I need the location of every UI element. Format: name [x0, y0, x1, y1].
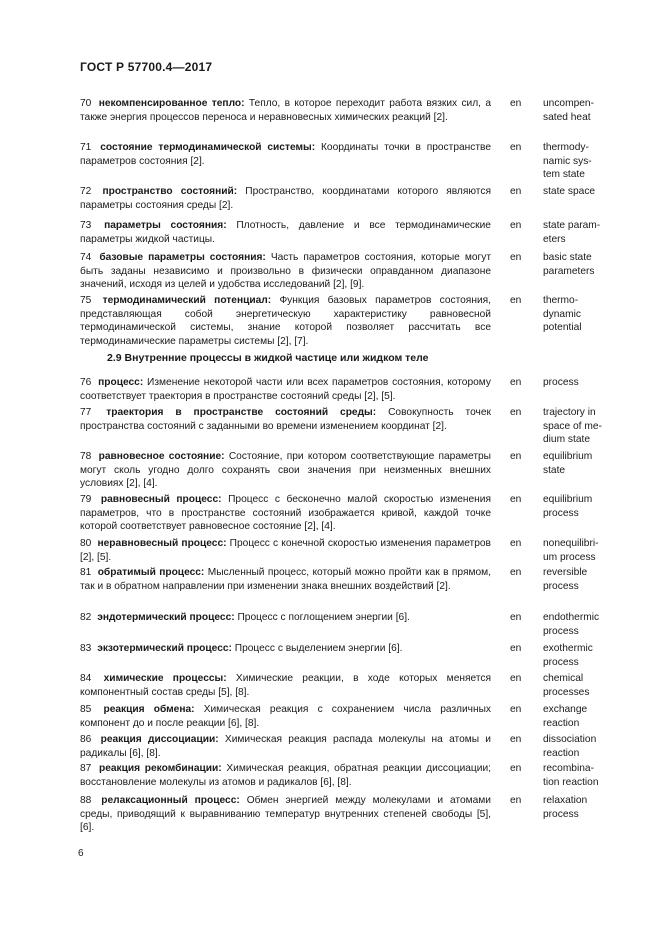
language-code: en	[510, 704, 522, 715]
language-code: en	[510, 98, 522, 109]
term-name: некомпенсированное тепло:	[98, 98, 245, 109]
term-definition: Химические реакции, в ходе которых меняется компонентный состав среды [5], [8].	[80, 673, 491, 698]
language-code: en	[510, 795, 522, 806]
term-definition: Функция базовых параметров состояния, представляющая собой энергетическую характеристику равновесной термодинамической системы, знание которой позволяет рассчитать все термодинамические параметры системы [2], [7].	[80, 295, 491, 347]
term-name: термодинамический потенциал:	[102, 295, 272, 306]
term-name: пространство состояний:	[102, 186, 238, 197]
term-number: 72	[80, 186, 92, 197]
term-name: реакция обмена:	[103, 704, 195, 715]
term-number: 86	[80, 734, 92, 745]
english-equivalent: equilibrium state	[543, 451, 593, 476]
language-code: en	[510, 407, 522, 418]
term-number: 71	[80, 142, 92, 153]
term-text	[80, 406, 491, 433]
english-equivalent: state space	[543, 186, 596, 197]
english-equivalent: state param- eters	[543, 220, 601, 245]
term-text	[80, 294, 491, 348]
term-text	[80, 450, 491, 491]
language-code: en	[510, 538, 522, 549]
term-definition: Химическая реакция с сохранением числа различных компонент до и после реакции [6], [8].	[80, 704, 491, 729]
term-number: 83	[80, 643, 92, 654]
term-definition: Совокупность точек пространства состояний с заданными во времени изменением координат [2].	[80, 407, 491, 432]
language-code: en	[510, 451, 522, 462]
language-code: en	[510, 142, 522, 153]
term-number: 74	[80, 252, 92, 263]
page-number: 6	[78, 848, 84, 859]
term-text	[80, 376, 491, 403]
term-text	[80, 762, 491, 789]
term-definition: Часть параметров состояния, которые могут быть заданы независимо и произвольно в физически оправданном диапазоне значений, исходя из целей и удобства исследований [2], [9].	[80, 252, 491, 290]
term-definition: Процесс с выделением энергии [6].	[234, 643, 403, 654]
term-definition: Тепло, в которое переходит работа вязких сил, а также энергия процессов переноса и неравновесных химических реакций [2].	[80, 98, 491, 123]
term-text	[80, 566, 491, 593]
term-text	[80, 611, 491, 625]
term-name: химические процессы:	[103, 673, 227, 684]
english-equivalent: endothermic process	[543, 612, 600, 637]
term-text	[80, 672, 491, 699]
english-equivalent: thermody- namic sys- tem state	[543, 142, 592, 180]
term-name: релаксационный процесс:	[101, 795, 240, 806]
language-code: en	[510, 295, 522, 306]
term-name: неравновесный процесс:	[97, 538, 227, 549]
term-name: обратимый процесс:	[97, 567, 205, 578]
term-number: 77	[80, 407, 92, 418]
english-equivalent: reversible process	[543, 567, 588, 592]
term-text	[80, 642, 491, 656]
term-number: 76	[80, 377, 92, 388]
term-number: 82	[80, 612, 92, 623]
language-code: en	[510, 763, 522, 774]
english-equivalent: dissociation reaction	[543, 734, 597, 759]
term-text	[80, 493, 491, 534]
english-equivalent: thermo- dynamic potential	[543, 295, 582, 333]
term-text	[80, 185, 491, 212]
language-code: en	[510, 494, 522, 505]
english-equivalent: nonequilibri- um process	[543, 538, 599, 563]
language-code: en	[510, 186, 522, 197]
language-code: en	[510, 673, 522, 684]
term-name: процесс:	[98, 377, 144, 388]
term-number: 79	[80, 494, 92, 505]
english-equivalent: trajectory in space of me- dium state	[543, 407, 602, 445]
english-equivalent: recombina- tion reaction	[543, 763, 599, 788]
term-number: 70	[80, 98, 92, 109]
language-code: en	[510, 734, 522, 745]
language-code: en	[510, 612, 522, 623]
english-equivalent: exchange reaction	[543, 704, 588, 729]
term-definition: Плотность, давление и все термодинамические параметры жидкой частицы.	[80, 220, 491, 245]
english-equivalent: uncompen- sated heat	[543, 98, 594, 123]
term-definition: Состояние, при котором соответствующие параметры могут сколь угодно долго сохранять свои значения при неизменных внешних условиях [2], [4].	[80, 451, 491, 489]
english-equivalent: chemical processes	[543, 673, 590, 698]
term-name: траектория в пространстве состояний среды:	[106, 407, 377, 418]
term-definition: Процесс с бесконечно малой скоростью изменения параметров, что в пространстве состояний изображается кривой, каждой точке которой соответствует равновесное состояние [2], [4].	[80, 494, 491, 532]
term-text	[80, 733, 491, 760]
english-equivalent: process	[543, 377, 579, 388]
term-name: реакция диссоциации:	[100, 734, 219, 745]
english-equivalent: equilibrium process	[543, 494, 593, 519]
english-equivalent: basic state parameters	[543, 252, 595, 277]
language-code: en	[510, 220, 522, 231]
english-equivalent: exothermic process	[543, 643, 593, 668]
english-equivalent: relaxation process	[543, 795, 588, 820]
term-text	[80, 794, 491, 835]
term-text	[80, 219, 491, 246]
term-text	[80, 703, 491, 730]
term-number: 73	[80, 220, 92, 231]
term-name: состояние термодинамической системы:	[100, 142, 316, 153]
term-name: эндотермический процесс:	[97, 612, 235, 623]
term-text	[80, 97, 491, 124]
term-text	[80, 251, 491, 292]
term-text	[80, 537, 491, 564]
term-name: реакция рекомбинации:	[99, 763, 222, 774]
language-code: en	[510, 377, 522, 388]
term-definition: Химическая реакция распада молекулы на атомы и радикалы [6], [8].	[80, 734, 492, 759]
term-definition: Обмен энергией между молекулами и атомами среды, приводящий к выравниванию температур внутренних степеней свободы [5], [6].	[80, 795, 491, 833]
language-code: en	[510, 643, 522, 654]
language-code: en	[510, 252, 522, 263]
term-definition: Мысленный процесс, который можно пройти как в прямом, так и в обратном направлении при изменении знака внешних воздействий [2].	[80, 567, 491, 592]
term-name: равновесное состояние:	[98, 451, 225, 462]
term-text	[80, 141, 491, 168]
term-number: 88	[80, 795, 92, 806]
language-code: en	[510, 567, 522, 578]
term-definition: Химическая реакция, обратная реакции диссоциации; восстановление молекулы из атомов и радикалов [6], [8].	[80, 763, 491, 788]
term-name: экзотермический процесс:	[97, 643, 232, 654]
term-number: 75	[80, 295, 92, 306]
term-definition: Процесс с поглощением энергии [6].	[237, 612, 410, 623]
term-number: 85	[80, 704, 92, 715]
term-number: 78	[80, 451, 92, 462]
term-definition: Изменение некоторой части или всех параметров состояния, которому соответствует траектория в пространстве состояний среды [2], [5].	[80, 377, 491, 402]
term-definition: Процесс с конечной скоростью изменения параметров [2], [5].	[80, 538, 491, 563]
term-number: 84	[80, 673, 92, 684]
term-number: 80	[80, 538, 92, 549]
document-header: ГОСТ Р 57700.4—2017	[80, 60, 213, 74]
term-number: 87	[80, 763, 92, 774]
section-heading: 2.9 Внутренние процессы в жидкой частице или жидком теле	[107, 352, 429, 364]
term-name: равновесный процесс:	[100, 494, 222, 505]
term-name: параметры состояния:	[104, 220, 227, 231]
term-number: 81	[80, 567, 92, 578]
term-definition: Пространство, координатами которого являются параметры состояния среды [2].	[80, 186, 491, 211]
term-name: базовые параметры состояния:	[99, 252, 266, 263]
term-definition: Координаты точки в пространстве параметров состояния [2].	[80, 142, 491, 167]
